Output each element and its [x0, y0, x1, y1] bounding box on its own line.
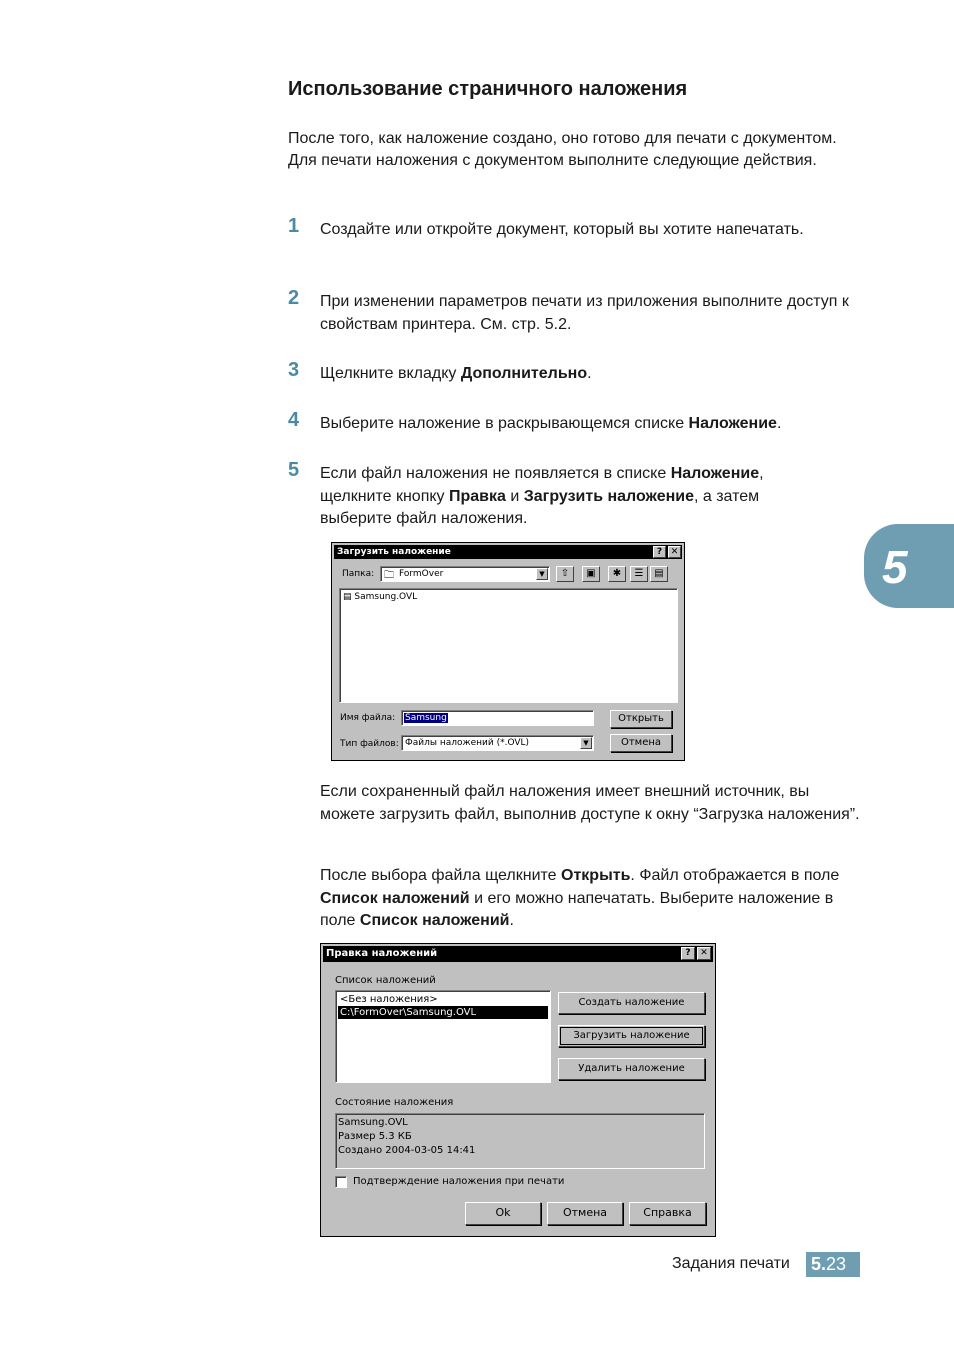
step-number: 2 — [288, 287, 300, 309]
close-icon[interactable]: ✕ — [668, 546, 681, 558]
help-button[interactable]: Справка — [629, 1202, 706, 1225]
step-text: Если файл наложения не появляется в списке Наложение, щелкните кнопку Правка и Загрузить наложение, а затем выберите файл наложения. — [320, 465, 764, 527]
folder-value: FormOver — [399, 569, 444, 579]
step-5 — [288, 459, 828, 531]
file-icon: ▤ — [343, 592, 352, 602]
step-number: 5 — [288, 459, 300, 481]
open-button[interactable]: Открыть — [610, 710, 672, 728]
step-number: 3 — [288, 359, 300, 381]
cancel-button[interactable]: Отмена — [547, 1202, 623, 1225]
folder-icon: 🗀 — [384, 570, 394, 581]
ok-button[interactable]: Ok — [465, 1202, 541, 1225]
create-overlay-button[interactable]: Создать наложение — [558, 992, 705, 1014]
filename-label: Имя файла: — [340, 713, 396, 723]
details-view-icon[interactable]: ▤ — [650, 566, 668, 582]
intro-paragraph: После того, как наложение создано, оно готово для печати с документом. Для печати наложения с документом выполните следующие действия. — [288, 130, 837, 169]
step-3 — [288, 359, 858, 386]
overlay-list[interactable] — [335, 990, 551, 1083]
step-2 — [288, 287, 858, 336]
filetype-combo[interactable]: Файлы наложений (*.OVL) ▼ — [401, 735, 594, 751]
page-title: Использование страничного наложения — [288, 78, 688, 100]
confirm-overlay-label: Подтверждение наложения при печати — [353, 1176, 565, 1187]
help-title-button[interactable]: ? — [653, 546, 666, 558]
step-text: Создайте или откройте документ, который вы хотите напечатать. — [320, 221, 804, 238]
help-title-button[interactable]: ? — [681, 947, 695, 960]
dialog-title: Загрузить наложение — [337, 547, 451, 557]
overlay-list-label: Список наложений — [335, 975, 436, 986]
desktop-icon[interactable]: ▣ — [582, 566, 600, 582]
close-icon[interactable]: ✕ — [697, 947, 711, 960]
after-selection-paragraph: После выбора файла щелкните Открыть. Файл отображается в поле Список наложений и его можно напечатать. Выберите наложение в поле Список наложений. — [320, 867, 840, 929]
edit-overlays-dialog — [320, 943, 716, 1237]
load-overlay-dialog — [331, 542, 685, 761]
folder-label: Папка: — [342, 569, 375, 579]
footer-section-title: Задания печати — [672, 1255, 790, 1272]
list-view-icon[interactable]: ☰ — [630, 566, 648, 582]
dialog-titlebar — [334, 545, 682, 559]
step-number: 4 — [288, 409, 300, 431]
load-overlay-button[interactable]: Загрузить наложение — [558, 1025, 705, 1047]
cancel-button[interactable]: Отмена — [610, 734, 672, 752]
confirm-overlay-checkbox[interactable] — [335, 1176, 347, 1188]
external-source-paragraph: Если сохраненный файл наложения имеет внешний источник, вы можете загрузить файл, выполнив доступе к окну “Загрузка наложения”. — [320, 783, 860, 823]
status-text: Samsung.OVL Размер 5.3 КБ Создано 2004-03-05 14:41 — [338, 1117, 476, 1156]
step-text: Выберите наложение в раскрывающемся списке Наложение. — [320, 415, 782, 432]
step-1 — [288, 215, 858, 242]
chevron-down-icon[interactable]: ▼ — [580, 737, 592, 749]
new-folder-icon[interactable]: ✱ — [608, 566, 626, 582]
page-number-badge: 5.23 — [806, 1252, 860, 1277]
filetype-label: Тип файлов: — [340, 739, 399, 749]
chevron-down-icon[interactable]: ▼ — [536, 568, 548, 580]
dialog-title: Правка наложений — [326, 948, 438, 959]
step-text: Щелкните вкладку Дополнительно. — [320, 365, 592, 382]
filename-field[interactable]: Samsung — [401, 710, 594, 726]
dialog-titlebar — [323, 946, 713, 962]
list-item-selected[interactable]: C:\FormOver\Samsung.OVL — [338, 1006, 548, 1019]
up-folder-icon[interactable]: ⇧ — [556, 566, 574, 582]
overlay-status-label: Состояние наложения — [335, 1097, 454, 1108]
list-item[interactable]: ▤ Samsung.OVL — [343, 592, 418, 602]
delete-overlay-button[interactable]: Удалить наложение — [558, 1058, 705, 1080]
step-number: 1 — [288, 215, 300, 237]
file-list[interactable] — [339, 588, 678, 703]
chapter-tab — [864, 524, 954, 608]
list-item[interactable]: <Без наложения> — [340, 994, 438, 1005]
step-text: При изменении параметров печати из приложения выполните доступ к свойствам принтера. См. стр. 5.2. — [320, 293, 849, 333]
step-4 — [288, 409, 858, 436]
chapter-number: 5 — [882, 541, 908, 593]
overlay-status-box — [335, 1113, 705, 1169]
folder-combo[interactable] — [380, 566, 550, 582]
